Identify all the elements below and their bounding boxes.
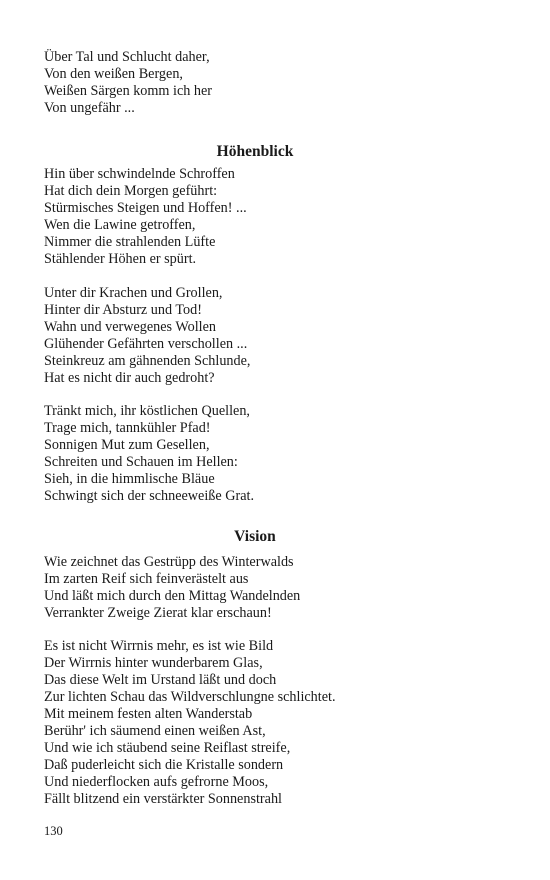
poem-line: Tränkt mich, ihr köstlichen Quellen,: [44, 403, 250, 419]
poem-line: Und läßt mich durch den Mittag Wandelnden: [44, 588, 301, 604]
vision-stanza-1: [44, 554, 514, 622]
poem-line: Über Tal und Schlucht daher,: [44, 49, 210, 65]
poem-line: Sieh, in die himmlische Bläue: [44, 471, 215, 487]
poem-line: Hin über schwindelnde Schroffen: [44, 166, 235, 182]
hoehenblick-stanza-1: [44, 166, 514, 268]
poem-line: Schreiten und Schauen im Hellen:: [44, 454, 238, 470]
poem-line: Hat dich dein Morgen geführt:: [44, 183, 218, 199]
poem-title-vision: Vision: [234, 528, 276, 545]
poem-line: Steinkreuz am gähnenden Schlunde,: [44, 353, 251, 369]
poem-line: Der Wirrnis hinter wunderbarem Glas,: [44, 655, 263, 671]
poem-line: Von den weißen Bergen,: [44, 66, 183, 82]
poem-line: Wie zeichnet das Gestrüpp des Winterwalds: [44, 554, 294, 570]
poem-line: Hat es nicht dir auch gedroht?: [44, 370, 215, 386]
poem-title-hoehenblick: Höhenblick: [216, 143, 294, 160]
poem-line: Stürmisches Steigen und Hoffen! ...: [44, 200, 247, 216]
poem-line: Und wie ich stäubend seine Reiflast streife,: [44, 740, 291, 756]
poem-line: Berühr' ich säumend einen weißen Ast,: [44, 723, 266, 739]
poem-line: Das diese Welt im Urstand läßt und doch: [44, 672, 277, 688]
poem-line: Verrankter Zweige Zierat klar erschaun!: [44, 605, 272, 621]
page-number: 130: [44, 824, 63, 838]
poem-line: Und niederflocken aufs gefrorne Moos,: [44, 774, 269, 790]
poem-line: Wahn und verwegenes Wollen: [44, 319, 216, 335]
vision-stanza-2: [44, 638, 514, 808]
poem-line: Weißen Särgen komm ich her: [44, 83, 213, 99]
poem-line: Es ist nicht Wirrnis mehr, es ist wie Bild: [44, 638, 274, 654]
poem-line: Mit meinem festen alten Wanderstab: [44, 706, 253, 722]
intro-stanza: [44, 49, 514, 117]
poem-line: Von ungefähr ...: [44, 100, 135, 116]
poem-line: Sonnigen Mut zum Gesellen,: [44, 437, 210, 453]
poem-line: Schwingt sich der schneeweiße Grat.: [44, 488, 254, 504]
poem-line: Zur lichten Schau das Wildverschlungne schlichtet.: [44, 689, 336, 705]
poem-line: Fällt blitzend ein verstärkter Sonnenstrahl: [44, 791, 282, 807]
poem-line: Glühender Gefährten verschollen ...: [44, 336, 248, 352]
poem-line: Wen die Lawine getroffen,: [44, 217, 196, 233]
poem-line: Unter dir Krachen und Grollen,: [44, 285, 223, 301]
poem-line: Im zarten Reif sich feinverästelt aus: [44, 571, 249, 587]
poem-line: Nimmer die strahlenden Lüfte: [44, 234, 216, 250]
poem-line: Hinter dir Absturz und Tod!: [44, 302, 202, 318]
hoehenblick-stanza-2: [44, 285, 514, 387]
poem-line: Trage mich, tannkühler Pfad!: [44, 420, 211, 436]
poem-line: Stählender Höhen er spürt.: [44, 251, 197, 267]
poem-line: Daß puderleicht sich die Kristalle sondern: [44, 757, 284, 773]
hoehenblick-stanza-3: [44, 403, 514, 505]
